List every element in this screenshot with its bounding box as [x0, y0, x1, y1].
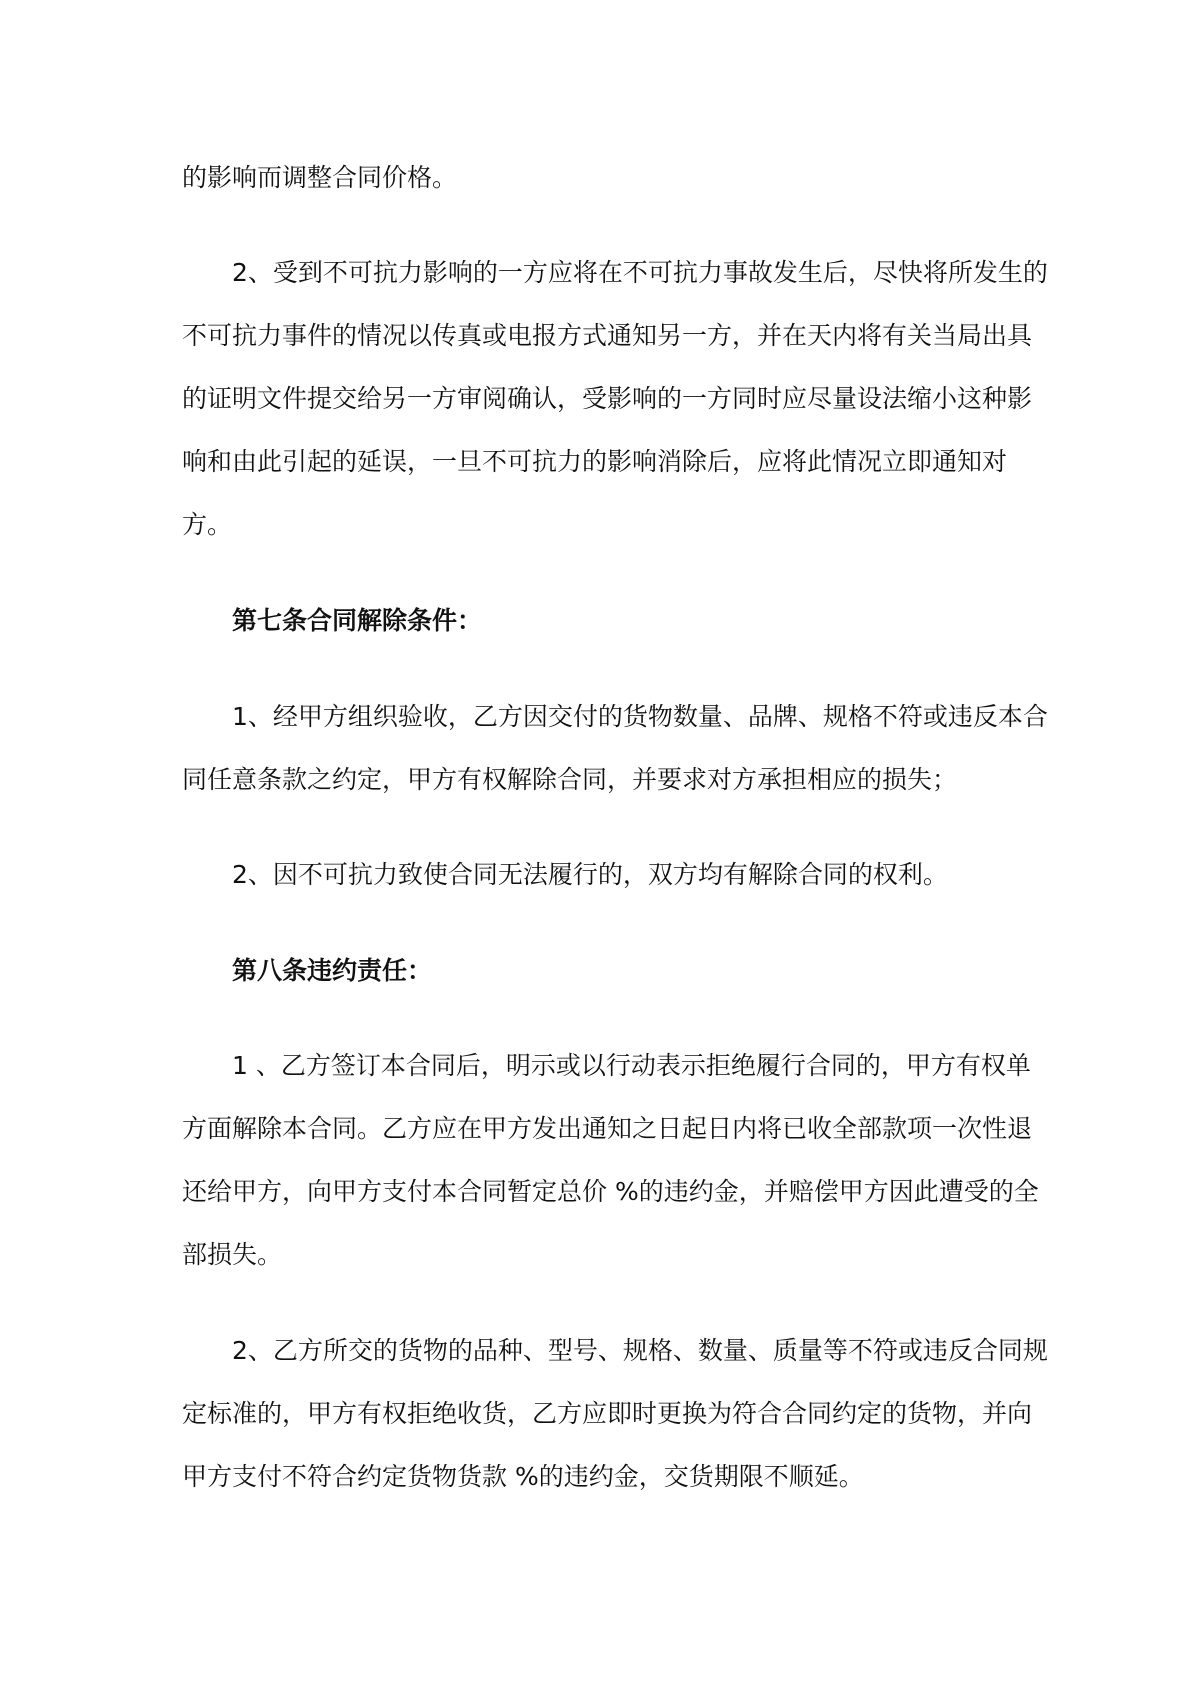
- text-line: 1 、乙方签订本合同后，明示或以行动表示拒绝履行合同的，甲方有权单: [232, 1051, 1031, 1080]
- text-line: 2、乙方所交的货物的品种、型号、规格、数量、质量等不符或违反合同规: [232, 1336, 1048, 1365]
- text-line: 的影响而调整合同价格。: [182, 163, 458, 192]
- text-line: 的证明文件提交给另一方审阅确认，受影响的一方同时应尽量设法缩小这种影: [182, 384, 1033, 413]
- text-line: 定标准的，甲方有权拒绝收货，乙方应即时更换为符合合同约定的货物，并向: [182, 1399, 1033, 1428]
- text-line: 方。: [182, 510, 233, 539]
- section-heading: 第八条违约责任：: [232, 956, 433, 985]
- text-line: 响和由此引起的延误，一旦不可抗力的影响消除后，应将此情况立即通知对: [182, 447, 1008, 476]
- text-line: 同任意条款之约定，甲方有权解除合同，并要求对方承担相应的损失；: [182, 765, 958, 794]
- text-line: 2、受到不可抗力影响的一方应将在不可抗力事故发生后，尽快将所发生的: [232, 258, 1048, 287]
- text-line: 甲方支付不符合约定货物货款 %的违约金，交货期限不顺延。: [182, 1462, 864, 1491]
- text-line: 1、经甲方组织验收，乙方因交付的货物数量、品牌、规格不符或违反本合: [232, 702, 1048, 731]
- text-line: 还给甲方，向甲方支付本合同暂定总价 %的违约金，并赔偿甲方因此遭受的全: [182, 1177, 1039, 1206]
- text-line: 不可抗力事件的情况以传真或电报方式通知另一方，并在天内将有关当局出具: [182, 321, 1033, 350]
- text-line: 2、因不可抗力致使合同无法履行的，双方均有解除合同的权利。: [232, 860, 948, 889]
- text-line: 方面解除本合同。乙方应在甲方发出通知之日起日内将已收全部款项一次性退: [182, 1114, 1033, 1143]
- section-heading: 第七条合同解除条件：: [232, 606, 483, 635]
- text-line: 部损失。: [182, 1240, 283, 1269]
